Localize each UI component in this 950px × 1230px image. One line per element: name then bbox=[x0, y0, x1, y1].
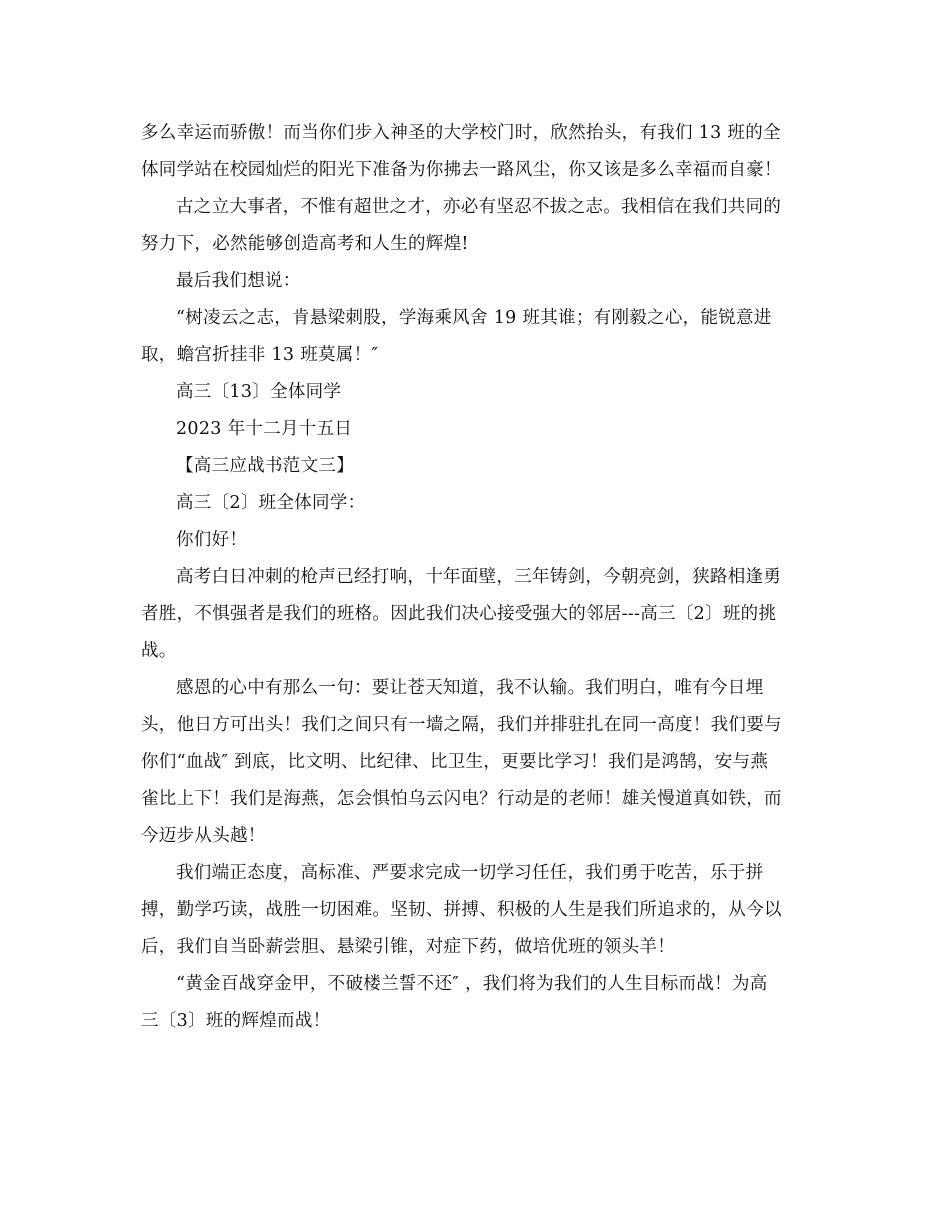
text-line: 你们“血战″ 到底，比文明、比纪律、比卫生，更要比学习！我们是鸿鹄，安与燕 bbox=[141, 752, 769, 772]
paragraph bbox=[141, 263, 813, 300]
text-line: 你们好！ bbox=[176, 530, 248, 550]
text-line: 古之立大事者，不惟有超世之才，亦必有坚忍不拔之志。我相信在我们共同的 bbox=[176, 197, 782, 217]
text-line: 头，他日方可出头！我们之间只有一墙之隔，我们并排驻扎在同一高度！我们要与 bbox=[141, 715, 782, 735]
text-line: 高三〔2〕班全体同学： bbox=[176, 493, 366, 513]
text-line: 我们端正态度，高标准、严要求完成一切学习任任，我们勇于吃苦，乐于拼 bbox=[176, 863, 764, 883]
text-line: 搏，勤学巧读，战胜一切困难。坚韧、拼搏、积极的人生是我们所追求的，从今以 bbox=[141, 900, 782, 920]
text-line: 【高三应战书范文三】 bbox=[176, 456, 354, 476]
text-line: 战。 bbox=[141, 641, 177, 661]
text-line: 后，我们自当卧薪尝胆、悬梁引锥，对症下药，做培优班的领头羊！ bbox=[141, 937, 675, 957]
text-line: 努力下，必然能够创造高考和人生的辉煌! bbox=[141, 234, 469, 254]
paragraph bbox=[141, 300, 813, 374]
text-line: 高三〔13〕全体同学 bbox=[176, 382, 342, 402]
paragraph bbox=[141, 855, 813, 966]
text-line: 高考白日冲刺的枪声已经打响，十年面壁，三年铸剑，今朝亮剑，狭路相逢勇 bbox=[176, 567, 782, 587]
paragraph bbox=[141, 448, 813, 485]
text-line: 体同学站在校园灿烂的阳光下准备为你拂去一路风尘，你又该是多么幸福而自豪！ bbox=[141, 160, 782, 180]
text-line: 今迈步从头越！ bbox=[141, 826, 266, 846]
text-line: 雀比上下！我们是海燕，怎会惧怕乌云闪电？行动是的老师！雄关慢道真如铁，而 bbox=[141, 789, 782, 809]
paragraph bbox=[141, 559, 813, 670]
paragraph bbox=[141, 966, 813, 1040]
document-body bbox=[141, 115, 813, 1040]
text-line: 最后我们想说： bbox=[176, 271, 301, 291]
paragraph bbox=[141, 522, 813, 559]
paragraph bbox=[141, 411, 813, 448]
text-line: 多么幸运而骄傲！而当你们步入神圣的大学校门时，欣然抬头，有我们 13 班的全 bbox=[141, 123, 781, 143]
text-line: 者胜，不惧强者是我们的班格。因此我们决心接受强大的邻居---高三〔2〕班的挑 bbox=[141, 604, 777, 624]
paragraph bbox=[141, 670, 813, 855]
text-line: “黄金百战穿金甲，不破楼兰誓不还″ ，我们将为我们的人生目标而战！为高 bbox=[176, 974, 768, 994]
text-line: 取，蟾宫折挂非 13 班莫属！″ bbox=[141, 345, 379, 365]
paragraph bbox=[141, 374, 813, 411]
text-line: “树凌云之志，肯悬梁刺股，学海乘风舍 19 班其谁；有刚毅之心，能锐意进 bbox=[176, 308, 772, 328]
paragraph bbox=[141, 485, 813, 522]
paragraph bbox=[141, 189, 813, 263]
text-line: 2023 年十二月十五日 bbox=[176, 419, 353, 439]
paragraph bbox=[141, 115, 813, 189]
text-line: 三〔3〕班的辉煌而战！ bbox=[141, 1011, 331, 1031]
text-line: 感恩的心中有那么一句：要让苍天知道，我不认输。我们明白，唯有今日埋 bbox=[176, 678, 764, 698]
